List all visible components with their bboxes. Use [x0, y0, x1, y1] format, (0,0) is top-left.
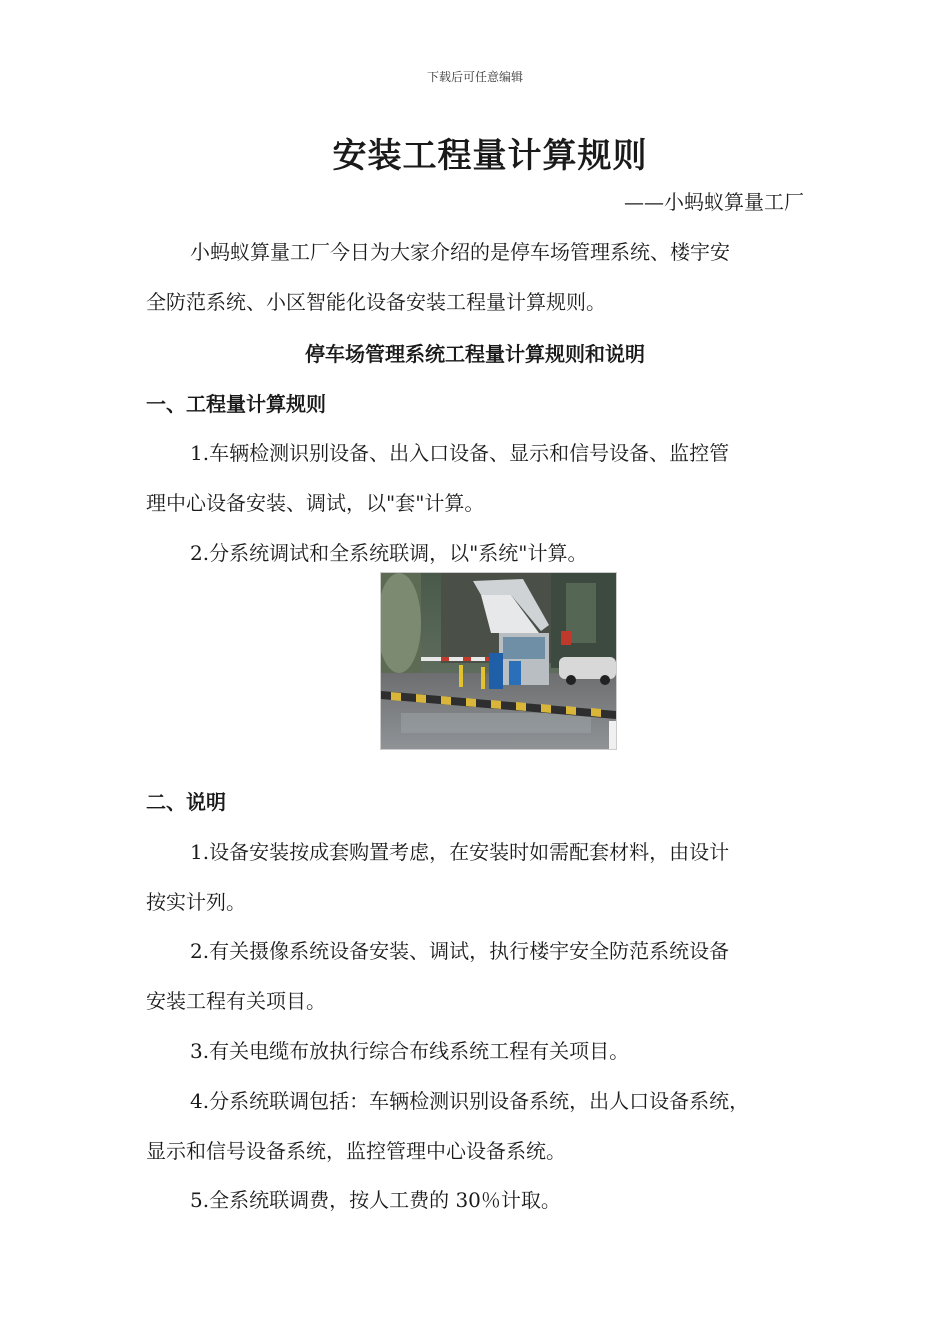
part1-item1-line2: 理中心设备安装、调试，以"套"计算。 [146, 491, 485, 515]
part2-item1-line1: 1.设备安装按成套购置考虑，在安装时如需配套材料，由设计 [190, 840, 730, 864]
part2-heading: 二、说明 [146, 790, 226, 814]
part2-item4-line2: 显示和信号设备系统，监控管理中心设备系统。 [146, 1139, 566, 1163]
intro-line-2: 全防范系统、小区智能化设备安装工程量计算规则。 [146, 290, 606, 314]
parking-lot-photo [380, 572, 617, 750]
section-title: 停车场管理系统工程量计算规则和说明 [305, 342, 645, 366]
document-byline: ——小蚂蚁算量工厂 [624, 190, 804, 214]
intro-line-1: 小蚂蚁算量工厂今日为大家介绍的是停车场管理系统、楼宇安 [190, 240, 730, 264]
part2-item2-line2: 安装工程有关项目。 [146, 989, 326, 1013]
part1-item1-line1: 1.车辆检测识别设备、出入口设备、显示和信号设备、监控管 [190, 441, 730, 465]
part2-item5: 5.全系统联调费，按人工费的 30％计取。 [190, 1188, 561, 1212]
part2-item1-line2: 按实计列。 [146, 890, 246, 914]
header-note: 下载后可任意编辑 [426, 70, 523, 84]
part2-item3: 3.有关电缆布放执行综合布线系统工程有关项目。 [190, 1039, 630, 1063]
part1-item2: 2.分系统调试和全系统联调，以"系统"计算。 [190, 541, 588, 565]
parking-gate-image [381, 573, 616, 749]
part1-heading: 一、工程量计算规则 [146, 392, 326, 416]
part2-item2-line1: 2.有关摄像系统设备安装、调试，执行楼宇安全防范系统设备 [190, 939, 730, 963]
part2-item4-line1: 4.分系统联调包括：车辆检测识别设备系统，出人口设备系统， [190, 1089, 750, 1113]
document-title: 安装工程量计算规则 [332, 136, 648, 176]
